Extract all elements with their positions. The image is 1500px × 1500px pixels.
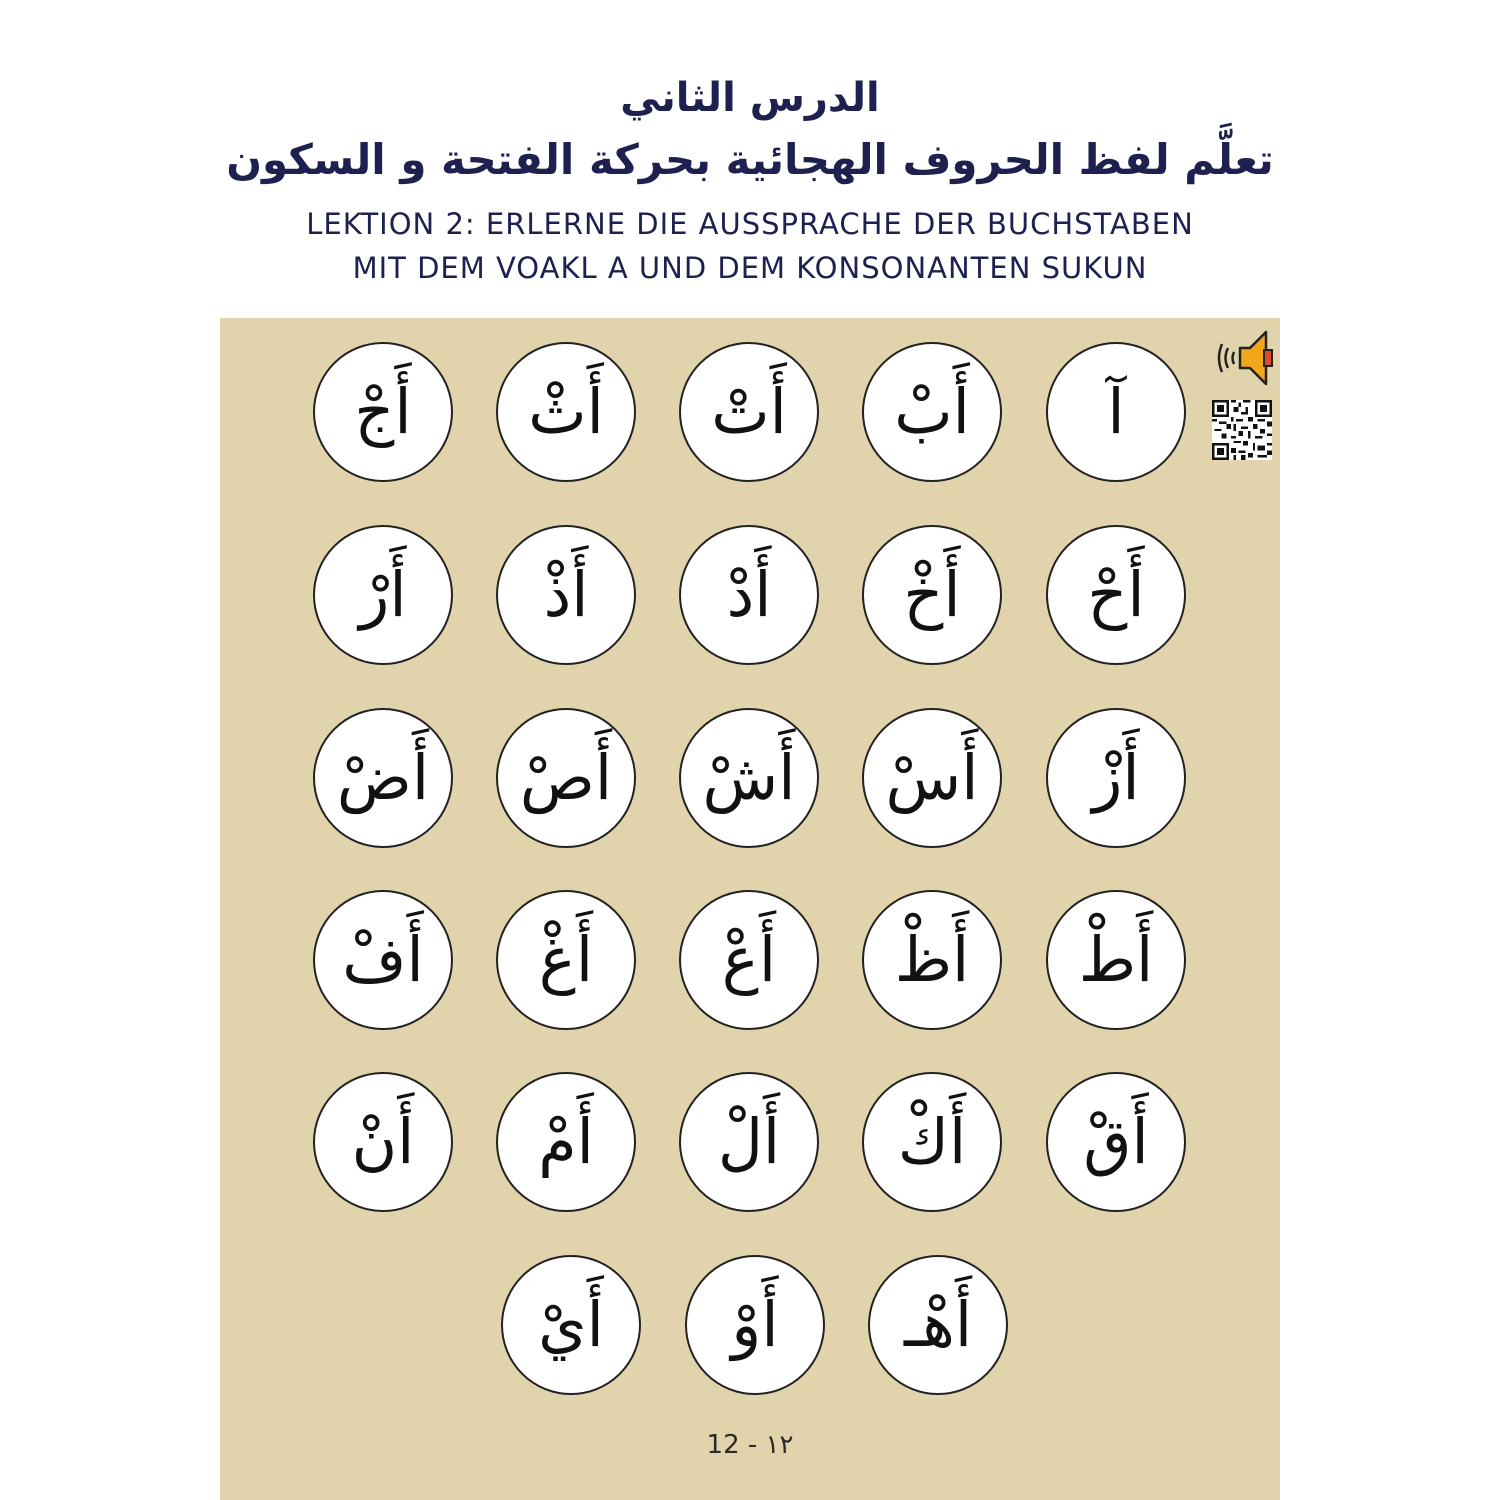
letter-text: آ: [1107, 375, 1125, 448]
letter-circle[interactable]: [679, 890, 819, 1030]
letter-text: أد: [726, 558, 772, 631]
letter-circle[interactable]: [313, 342, 453, 482]
page-number: 12 - ١٢: [706, 1430, 794, 1460]
letter-circle[interactable]: [1046, 708, 1186, 848]
letter-circle[interactable]: [313, 890, 453, 1030]
letter-circle[interactable]: [1046, 525, 1186, 665]
letter-circle[interactable]: [862, 1072, 1002, 1212]
letter-text: أط: [1078, 923, 1154, 996]
letter-circle[interactable]: [496, 890, 636, 1030]
letter-text: أم: [538, 1105, 594, 1178]
letter-circle[interactable]: [862, 708, 1002, 848]
letter-circle[interactable]: [685, 1255, 825, 1395]
letter-text: أذ: [543, 558, 589, 631]
qr-code-icon[interactable]: [1212, 400, 1272, 460]
letter-text: أي: [538, 1288, 604, 1361]
letter-text: أل: [717, 1105, 781, 1178]
letter-circle[interactable]: [868, 1255, 1008, 1395]
letter-circle[interactable]: [679, 342, 819, 482]
letter-text: أص: [519, 741, 613, 814]
letter-text: أع: [721, 923, 777, 996]
letter-text: أهـ: [903, 1288, 973, 1361]
letter-circle[interactable]: [679, 1072, 819, 1212]
letter-text: أج: [354, 375, 412, 448]
lesson-title-german-line-2: MIT DEM VOAKL A UND DEM KONSONANTEN SUKUN: [352, 251, 1148, 285]
letter-text: أح: [1087, 558, 1145, 631]
lesson-title-german-line-1: LEKTION 2: ERLERNE DIE AUSSPRACHE DER BUCHSTABEN: [306, 207, 1194, 241]
letter-circle[interactable]: [1046, 890, 1186, 1030]
letter-text: أس: [885, 741, 979, 814]
letter-text: أغ: [538, 923, 594, 996]
letter-circle[interactable]: [313, 708, 453, 848]
letter-circle[interactable]: [1046, 342, 1186, 482]
letter-circle[interactable]: [862, 525, 1002, 665]
lesson-title-arabic: الدرس الثاني: [620, 75, 880, 121]
letter-text: أق: [1083, 1105, 1149, 1178]
letter-text: أث: [528, 375, 604, 448]
letter-circle[interactable]: [862, 342, 1002, 482]
letter-circle[interactable]: [313, 1072, 453, 1212]
letter-text: أخ: [903, 558, 961, 631]
speaker-icon[interactable]: [1212, 326, 1278, 386]
letter-text: أك: [897, 1105, 967, 1178]
letter-text: أب: [894, 375, 970, 448]
letter-circle[interactable]: [862, 890, 1002, 1030]
letter-circle[interactable]: [679, 525, 819, 665]
letter-text: أش: [702, 741, 796, 814]
letter-circle[interactable]: [501, 1255, 641, 1395]
letter-text: أز: [1092, 741, 1140, 814]
letter-circle[interactable]: [679, 708, 819, 848]
letter-text: أو: [731, 1288, 779, 1361]
lesson-subtitle-arabic: تعلَّم لفظ الحروف الهجائية بحركة الفتحة و السكون: [226, 135, 1274, 184]
letter-text: أر: [359, 558, 407, 631]
letter-circle[interactable]: [496, 1072, 636, 1212]
letter-text: أظ: [894, 923, 970, 996]
letter-circle[interactable]: [1046, 1072, 1186, 1212]
letter-circle[interactable]: [496, 525, 636, 665]
letter-circle[interactable]: [496, 342, 636, 482]
letters-panel: [220, 318, 1280, 1500]
letter-text: أف: [342, 923, 424, 996]
letter-text: أن: [351, 1105, 415, 1178]
page-header: [0, 0, 1500, 318]
letter-text: أت: [711, 375, 787, 448]
letter-circle[interactable]: [496, 708, 636, 848]
letter-text: أض: [336, 741, 430, 814]
letter-circle[interactable]: [313, 525, 453, 665]
